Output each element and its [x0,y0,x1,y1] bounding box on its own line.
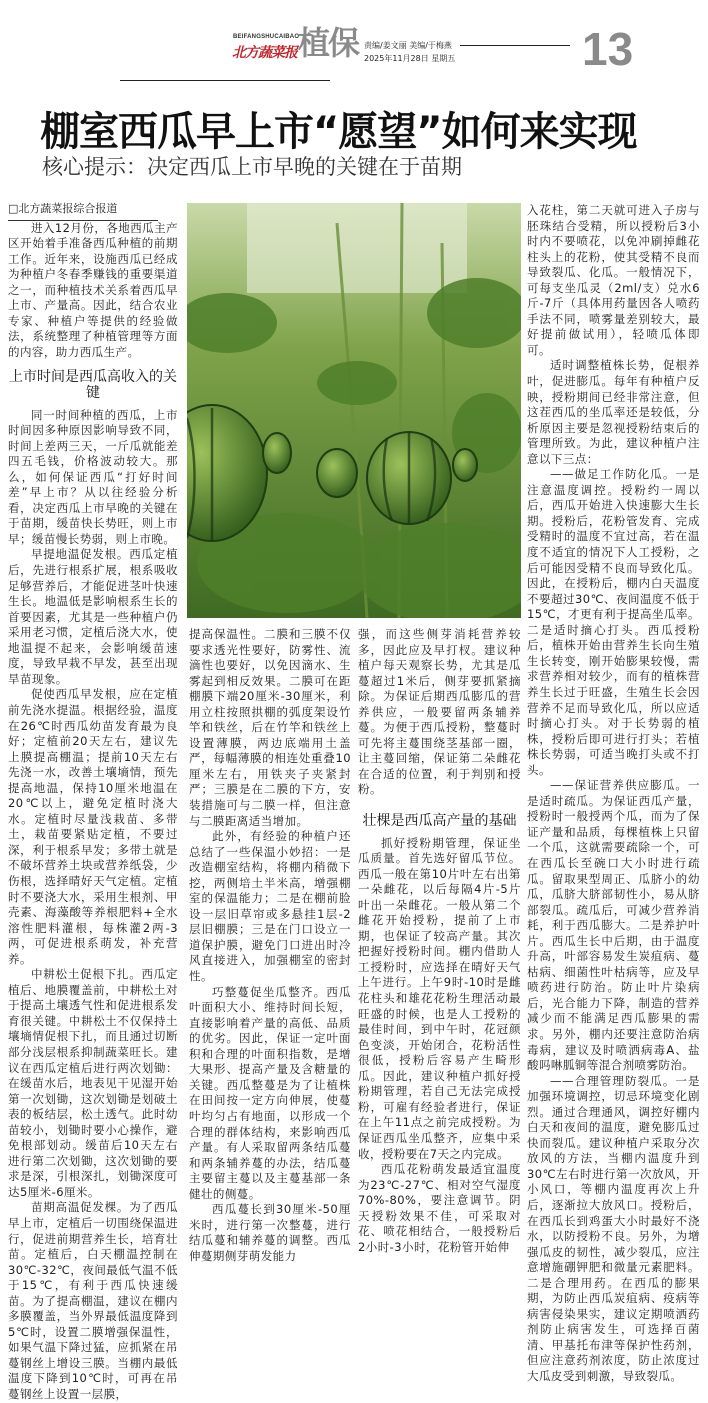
paragraph: 抓好授粉期管理，保证坐瓜质量。首先选好留瓜节位。西瓜一般在第10片叶左右出第一朵雌花，以后每隔4片-5片叶出一朵雌花。一般从第二个雌花开始授粉，提前了上市期，也保证了较高产量。其次把握好授粉时间。棚内借助人工授粉时，应选择在晴好天气上午进行。上午9时-10时是雌花柱头和雄花花粉生理活动最旺盛的时候，也是人工授粉的最佳时间，到中午时，花冠颜色变淡，开始闭合，花粉活性很低，授粉后容易产生畸形瓜。因此，建议种植户抓好授粉期管理，若自己无法完成授粉，可雇有经验者进行，保证在上午11点之前完成授粉。为保证西瓜坐瓜整齐，应集中采收，授粉要在7天之内完成。 [358,835,521,1161]
paragraph: 强，而这些侧芽消耗营养较多，因此应及早打杈。建议种植户每天观察长势，尤其是瓜蔓超过1米后，侧芽要抓紧摘除。为保证后期西瓜膨瓜的营养供应，一般要留两条辅养蔓。为便于西瓜授粉，整蔓时可先将主蔓围绕茎基部一圈，让主蔓回缩，保证第二朵雌花在合适的位置，利于判别和授粉。 [358,627,521,797]
section-name: 植保 [298,24,359,62]
column-1 [8,201,178,1403]
paragraph: 中耕松土促根下扎。西瓜定植后、地膜覆盖前，中耕松土对于提高土壤透气性和促进根系发育很关键。中耕松土不仅保持土壤墒情促根下扎，而且通过切断部分浅层根系抑制蔬菜旺长。建议在西瓜定植后进行两次划锄：在缓苗水后，地表见干见湿开始第一次划锄，这次划锄是划破土表的板结层，松土透气。此时幼苗较小，划锄时要小心操作，避免根部划动。缓苗后10天左右进行第二次划锄，这次划锄的要求是深，引根深扎，划锄深度可达5厘米-6厘米。 [8,967,178,1199]
paragraph: 巧整蔓促坐瓜整齐。西瓜叶面积大小、维持时间长短，直接影响着产量的高低、品质的优劣。因此，保证一定叶面积和合理的叶面积指数，是增大果形、提高产量及含糖量的关键。西瓜整蔓是为了让植株在田间按一定方向伸展，使蔓叶均匀占有地面，以形成一个合理的群体结构，来影响西瓜产量。有人采取留两条结瓜蔓和两条辅养蔓的办法，结瓜蔓主要留主蔓以及主蔓基部一条健壮的侧蔓。 [189,984,351,1201]
watermelon-greenhouse-photo [187,203,521,618]
newspaper-logo: 北方蔬菜报 [232,45,297,61]
section-heading: 上市时间是西瓜高收入的关键 [9,369,177,402]
paragraph: 入花柱，第二天就可进入子房与胚珠结合受精，所以授粉后3小时内不要喷花，以免冲刷掉雌花柱头上的花粉，使其受精不良而导致裂瓜、化瓜。一般情况下，可每支坐瓜灵（2ml/支）兑水6斤-7斤（具体用药量因各人喷药手法不同，喷雾量差别较大，最好提前做试用），轻喷瓜体即可。 [527,203,700,357]
paragraph: 进入12月份，各地西瓜主产区开始着手准备西瓜种植的前期工作。近年来，设施西瓜已经成为种植户冬春季赚钱的重要渠道之一，而种植技术关系着西瓜早上市、产量高。因此，结合农业专家、种植户等提供的经验做法，系统整理了种植管理等方面的内容，助力西瓜生产。 [8,220,178,359]
watermelon-small [317,449,357,497]
newspaper-logo-pinyin: BEIFANGSHUCAIBAO [233,34,300,40]
paragraph: 适时调整植株长势，促根养叶，促进膨瓜。每年有种植户反映，授粉期间已经非常注意，但这茬西瓜的坐瓜率还是较低，分析原因主要是忽视授粉结束后的管理所致。为此，建议种植户注意以下三点： [527,358,700,466]
paragraph: 早提地温促发根。西瓜定植后，先进行根系扩展，根系吸收足够营养后，才能促进茎叶快速生长。地温低是影响根系生长的首要因素，尤其是一些种植户仍采用老习惯，定植后浇大水，使地温提不起来，会影响缓苗速度，导致早栽不早发，甚至出现旱苗现象。 [8,547,178,686]
header-rule-left [120,80,330,81]
column-3 [358,627,521,1255]
paragraph: 西瓜蔓长到30厘米-50厘米时，进行第一次整蔓，进行结瓜蔓和辅养蔓的调整。西瓜伸蔓期侧芽萌发能力 [189,1202,351,1263]
paragraph: ——做足工作防化瓜。一是注意温度调控。授粉约一周以后，西瓜开始进入快速膨大生长期。授粉后，花粉管发育、完成受精时的温度不宜过高，若在温度不适宜的情况下人工授粉，之后可能因受精不良而导致化瓜。因此，在授粉后，棚内白天温度不要超过30℃、夜间温度不低于15℃，才更有利于提高坐瓜率。二是适时摘心打头。西瓜授粉后，植株开始由营养生长向生殖生长转变，刚开始膨果较慢，需求营养相对较少，而有的植株营养生长过于旺盛，生殖生长会因营养不足而导致化瓜，所以应适时摘心打头。对于长势弱的植株，授粉后即可进行打头；若植株长势弱，可适当晚打头或不打头。 [527,467,700,777]
paragraph: 同一时间种植的西瓜，上市时间因多种原因影响导致不同，时间上差两三天，一斤瓜就能差四五毛钱，价格波动较大。那么，如何保证西瓜“打好时间差”早上市？从以往经验分析看，决定西瓜上市早晚的关键在于苗期，缓苗快长势旺，则上市早；缓苗慢长势弱，则上市晚。 [8,407,178,546]
header-rule-right [460,45,570,46]
issue-date: 2025年11月28日 星期五 [364,54,456,63]
paragraph: 西瓜花粉萌发最适宜温度为23℃-27℃、相对空气湿度70%-80%，要注意调节。阴天授粉效果不佳，可采取对花、喷花相结合，一般授粉后2小时-3小时，花粉管开始伸 [358,1162,521,1254]
paragraph: 促使西瓜早发根，应在定植前先浇水提温。根据经验，温度在26℃时西瓜幼苗发育最为良好；定植前20天左右，建议先上膜提高棚温；提前10天左右先浇一水，改善土壤墒情，预先提高地温，保持10厘米地温在20℃以上，避免定植时浇大水。定植时尽量浅栽苗、多带土，栽苗要紧贴定植，不要过深，利于根系早发；多带土就是不破坏营养土块或营养纸袋，少伤根，选择晴好天气定植。定植时不要浇大水，采用生根剂、甲壳素、海藻酸等养根肥料+全水溶性肥料灌根，每株灌2两-3两，可促进根系萌发，补充营养。 [8,687,178,966]
article-title: 棚室西瓜早上市“愿望”如何来实现 [40,109,637,155]
paragraph: 提高保温性。二膜和三膜不仅要求透光性要好，防雾性、流滴性也要好，以免因滴水、生雾起到相反效果。二膜可在距棚膜下端20厘米-30厘米，利用立柱按照拱棚的弧度架设竹竿和铁丝，后在竹竿和铁丝上设置薄膜，两边底端用土盖严，每幅薄膜的相连处重叠10厘米左右，用铁夹子夹紧封严；三膜是在二膜的下方，安装措施可与二膜一样，但注意与二膜距离适当增加。 [189,627,351,828]
watermelon-small [263,433,291,473]
paragraph: ——保证营养供应膨瓜。一是适时疏瓜。为保证西瓜产量，授粉时一般授两个瓜，而为了保证产量和品质，每棵植株上只留一个瓜，这就需要疏除一个，可在西瓜长至碗口大小时进行疏瓜。留取果型周正、瓜脐小的幼瓜，瓜脐大脐部韧性小，易从脐部裂瓜。疏瓜后，可减少营养消耗，利于西瓜膨大。二是养护叶片。西瓜生长中后期，由于温度升高，叶部容易发生炭疽病、蔓枯病、细菌性叶枯病等，应及早喷药进行防治。防止叶片染病后，光合能力下降，制造的营养减少而不能满足西瓜膨果的需求。另外，棚内还要注意防治病毒病，建议及时喷洒病毒A、盐酸吗啉胍铜等混合剂喷雾防治。 [527,778,700,1073]
byline: □北方蔬菜报综合报道 [8,201,158,221]
page-number: 13 [582,23,634,75]
paragraph: 此外，有经验的种植户还总结了一些保温小妙招：一是改造棚室结构，将棚内稍微下挖，两侧培土半米高，增强棚室的保温能力；二是在棚前脸设一层旧草帘或多悬挂1层-2层旧棚膜；三是在门口设立一道保护膜，避免门口进出时冷风直接进入，加强棚室的密封性。 [189,829,351,984]
section-heading: 壮棵是西瓜高产量的基础 [362,813,517,830]
paragraph: ——合理管理防裂瓜。一是加强环境调控，切忌环境变化剧烈。通过合理通风，调控好棚内白天和夜间的温度，避免膨瓜过快而裂瓜。建议种植户采取分次放风的方法，当棚内温度升到30℃左右时进行第一次放风，开小风口，等棚内温度再次上升后，逐渐拉大放风口。授粉后，在西瓜长到鸡蛋大小时最好不浇水，以防授粉不良。另外，为增强瓜皮的韧性，减少裂瓜，应注意增施硼钾肥和微量元素肥料。二是合理用药。在西瓜的膨果期，为防止西瓜炭疽病、疫病等病害侵染果实，建议定期喷洒药剂防止病害发生，可选择百菌清、甲基托布津等保护性药剂，但应注意药剂浓度，防止浓度过大瓜皮受到刺激，导致裂瓜。 [527,1073,700,1384]
column-2 [189,627,351,1264]
editors-credit: 责编/姜文丽 美编/于梅燕 [364,41,452,50]
paragraph: 苗期高温促发棵。为了西瓜早上市，定植后一切围绕保温进行，促进前期营养生长，培育壮苗。定植后，白天棚温控制在30℃-32℃，夜间最低气温不低于15℃，有利于西瓜快速缓苗。为了提高棚温，建议在棚内多膜覆盖，当外界最低温度降到5℃时，设置二膜增强保温性，如果气温下降过猛，应抓紧在吊蔓钢丝上增设三膜。当棚内最低温度下降到10℃时，可再在吊蔓钢丝上设置一层膜， [8,1200,178,1402]
column-4 [527,203,700,1385]
article-subtitle: 核心提示：决定西瓜上市早晚的关键在于苗期 [42,155,462,179]
watermelon-small [453,449,477,481]
